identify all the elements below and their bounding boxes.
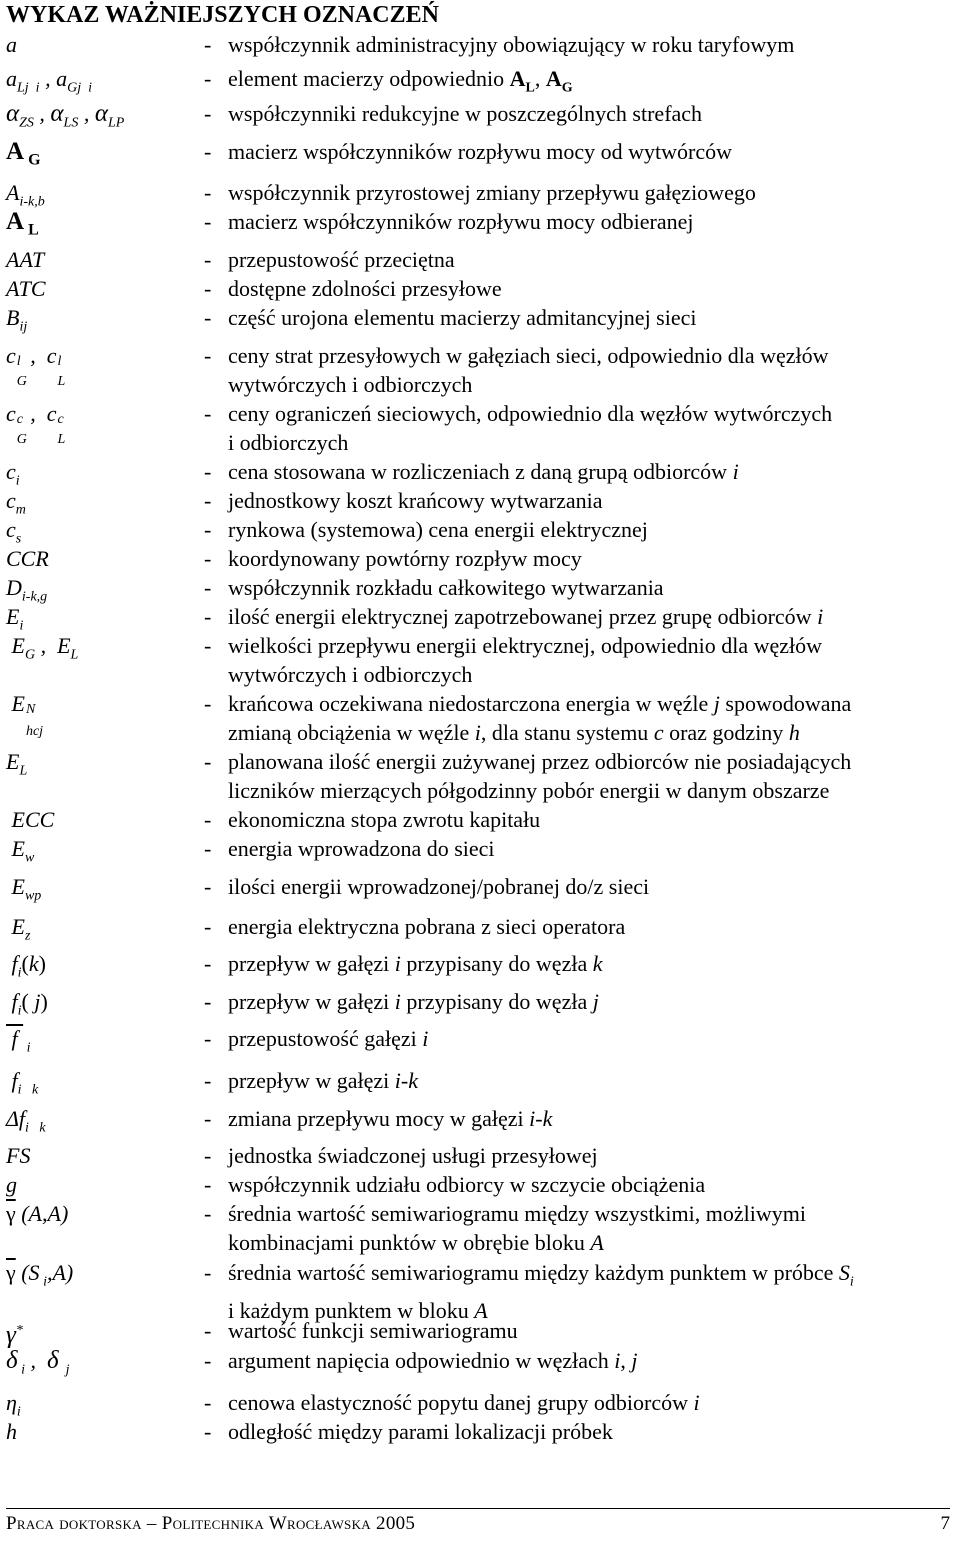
- description-line: przepustowość gałęzi i: [228, 1026, 429, 1051]
- description-line: rynkowa (systemowa) cena energii elektrycznej: [228, 517, 648, 542]
- footer-thesis-title: Praca doktorska – Politechnika Wrocławska 2005: [6, 1513, 416, 1534]
- entry-dash: -: [204, 807, 212, 832]
- description-line: przepływ w gałęzi i-k: [228, 1068, 418, 1093]
- description-line: odległość między parami lokalizacji próbek: [228, 1419, 613, 1444]
- description-line: przepływ w gałęzi i przypisany do węzła j: [228, 989, 599, 1014]
- entry-dash: -: [204, 1106, 212, 1131]
- symbol: $a_{Lj i}$ , $a_{Gj i}$: [6, 66, 92, 96]
- symbol-description: [228, 399, 954, 457]
- symbol: h: [6, 1419, 17, 1444]
- symbol: ATC: [6, 276, 46, 301]
- description-line: przepływ w gałęzi i przypisany do węzła k: [228, 951, 603, 976]
- symbol: $\overline{\gamma}$ (S $_i$,A): [6, 1260, 74, 1290]
- description-line: ekonomiczna stopa zwrotu kapitału: [228, 807, 541, 832]
- symbol-description: [228, 303, 954, 332]
- description-line: planowana ilość energii zużywanej przez odbiorców nie posiadających: [228, 749, 852, 774]
- symbol-description: [228, 1199, 954, 1257]
- entry-dash: -: [204, 1318, 212, 1343]
- description-line: wielkości przepływu energii elektrycznej, odpowiednio dla węzłów: [228, 633, 823, 658]
- symbol: f $_i$: [6, 1026, 31, 1056]
- description-line: koordynowany powtórny rozpływ mocy: [228, 546, 582, 571]
- description-line: ilość energii elektrycznej zapotrzebowanej przez grupę odbiorców i: [228, 604, 824, 629]
- description-line: ilości energii wprowadzonej/pobranej do/z sieci: [228, 874, 650, 899]
- symbol: c l G , c l L: [6, 343, 66, 389]
- symbol-description: [228, 573, 954, 602]
- symbol-description: [228, 1104, 954, 1133]
- symbol-description: [228, 949, 954, 978]
- symbol-description: [228, 631, 954, 689]
- entry-dash: -: [204, 1172, 212, 1197]
- symbol-description: [228, 178, 954, 207]
- symbol: a: [6, 32, 17, 57]
- description-line: przepustowość przeciętna: [228, 247, 455, 272]
- symbol: g: [6, 1172, 17, 1197]
- entry-dash: -: [204, 32, 212, 57]
- entry-dash: -: [204, 488, 212, 513]
- symbol-description: [228, 515, 954, 544]
- symbol-description: [228, 30, 954, 59]
- description-line: cena stosowana w rozliczeniach z daną grupą odbiorców i: [228, 459, 739, 484]
- symbol: $f_{i k}$: [6, 1068, 39, 1098]
- symbol: AAT: [6, 247, 45, 272]
- description-line: jednostkowy koszt krańcowy wytwarzania: [228, 488, 603, 513]
- entry-dash: -: [204, 604, 212, 629]
- entry-dash: -: [204, 989, 212, 1014]
- symbol-description: [228, 1170, 954, 1199]
- entry-dash: -: [204, 874, 212, 899]
- description-line: krańcowa oczekiwana niedostarczona energia w węźle j spowodowana: [228, 691, 852, 716]
- entry-dash: -: [204, 1390, 212, 1415]
- description-line: jednostka świadczonej usługi przesyłowej: [228, 1143, 598, 1168]
- symbol: γ*: [6, 1321, 23, 1349]
- entry-dash: -: [204, 546, 212, 571]
- description-line: średnia wartość semiwariogramu między każdym punktem w próbce $S_i$: [228, 1260, 854, 1290]
- entry-dash: -: [204, 66, 212, 91]
- entry-dash: -: [204, 517, 212, 542]
- symbol: $\Delta f_{i k}$: [6, 1106, 46, 1136]
- symbol-description: [228, 747, 954, 805]
- symbol-description: [228, 486, 954, 515]
- symbol: $D_{i-k,g}$: [6, 575, 48, 605]
- description-line: energia elektryczna pobrana z sieci operatora: [228, 914, 626, 939]
- description-line: dostępne zdolności przesyłowe: [228, 276, 502, 301]
- entry-dash: -: [204, 1068, 212, 1093]
- description-line: kombinacjami punktów w obrębie bloku A: [228, 1230, 604, 1255]
- entry-dash: -: [204, 1201, 212, 1226]
- symbol: $c_i$: [6, 459, 20, 489]
- symbol-description: [228, 872, 954, 901]
- entry-dash: -: [204, 101, 212, 126]
- symbol: $E_G$ , $E_L$: [6, 633, 79, 663]
- symbol: ECC: [6, 807, 55, 832]
- symbol: $c_m$: [6, 488, 26, 518]
- entry-dash: -: [204, 401, 212, 426]
- description-line: wytwórczych i odbiorczych: [228, 662, 473, 687]
- symbol: E N hcj: [6, 691, 44, 739]
- entry-dash: -: [204, 459, 212, 484]
- symbol: CCR: [6, 546, 49, 571]
- symbol: $E_w$: [6, 836, 35, 866]
- symbol-description: [228, 245, 954, 274]
- entry-dash: -: [204, 209, 212, 234]
- entry-dash: -: [204, 247, 212, 272]
- symbol: δ $_i$ , δ $_j$: [6, 1347, 70, 1378]
- symbol-description: [228, 64, 954, 102]
- symbol-description: [228, 544, 954, 573]
- description-line: współczynnik administracyjny obowiązujący w roku taryfowym: [228, 32, 795, 57]
- symbol-description: [228, 1024, 954, 1053]
- symbol-description: [228, 137, 954, 166]
- entry-dash: -: [204, 749, 212, 774]
- page-number: 7: [940, 1513, 950, 1534]
- entry-dash: -: [204, 575, 212, 600]
- entry-dash: -: [204, 1143, 212, 1168]
- symbol-description: [228, 987, 954, 1016]
- symbol-description: [228, 1316, 954, 1345]
- entry-dash: -: [204, 914, 212, 939]
- description-line: współczynnik udziału odbiorcy w szczycie obciążenia: [228, 1172, 706, 1197]
- page-title: WYKAZ WAŻNIEJSZYCH OZNACZEŃ: [6, 2, 439, 28]
- description-line: liczników mierzących półgodzinny pobór energii w danym obszarze: [228, 778, 830, 803]
- description-line: element macierzy odpowiednio $A_L$, $A_G$: [228, 66, 573, 96]
- symbol: $f_i(k)$: [6, 951, 46, 981]
- symbol: FS: [6, 1143, 31, 1168]
- description-line: cenowa elastyczność popytu danej grupy odbiorców i: [228, 1390, 700, 1415]
- symbol: $c_s$: [6, 517, 22, 547]
- symbol-description: [228, 207, 954, 236]
- entry-dash: -: [204, 343, 212, 368]
- page-footer: [6, 1508, 950, 1539]
- symbol: $E_L$: [6, 749, 28, 779]
- description-line: współczynniki redukcyjne w poszczególnych strefach: [228, 101, 703, 126]
- symbol-description: [228, 1066, 954, 1095]
- entry-dash: -: [204, 139, 212, 164]
- description-line: współczynnik przyrostowej zmiany przepływu gałęziowego: [228, 180, 756, 205]
- symbol: A $_G$: [6, 138, 41, 169]
- symbol-description: [228, 1141, 954, 1170]
- entry-dash: -: [204, 836, 212, 861]
- symbol-description: [228, 457, 954, 486]
- description-line: macierz współczynników rozpływu mocy od wytwórców: [228, 139, 733, 164]
- description-line: ceny ograniczeń sieciowych, odpowiednio dla węzłów wytwórczych: [228, 401, 833, 426]
- symbol-description: [228, 1388, 954, 1417]
- description-line: wartość funkcji semiwariogramu: [228, 1318, 518, 1343]
- description-line: część urojona elementu macierzy admitancyjnej sieci: [228, 305, 697, 330]
- entry-dash: -: [204, 1419, 212, 1444]
- symbol: $\overline{\gamma}$ (A,A): [6, 1201, 69, 1226]
- description-line: zmiana przepływu mocy w gałęzi i-k: [228, 1106, 553, 1131]
- entry-dash: -: [204, 180, 212, 205]
- description-line: i odbiorczych: [228, 430, 349, 455]
- symbol-description: [228, 99, 954, 128]
- symbol: $E_z$: [6, 914, 31, 944]
- entry-dash: -: [204, 951, 212, 976]
- symbol-description: [228, 341, 954, 399]
- entry-dash: -: [204, 691, 212, 716]
- symbol: $E_{wp}$: [6, 874, 42, 904]
- symbol-description: [228, 602, 954, 631]
- entry-dash: -: [204, 1026, 212, 1051]
- description-line: i każdym punktem w bloku A: [228, 1298, 488, 1324]
- entry-dash: -: [204, 633, 212, 658]
- symbol-description: [228, 689, 954, 747]
- description-line: macierz współczynników rozpływu mocy odbieranej: [228, 209, 694, 234]
- description-line: ceny strat przesyłowych w gałęziach sieci, odpowiednio dla węzłów: [228, 343, 829, 368]
- entry-dash: -: [204, 1348, 212, 1373]
- symbol-description: [228, 805, 954, 834]
- symbol: $\eta_i$: [6, 1390, 21, 1420]
- symbol-description: [228, 912, 954, 941]
- entry-dash: -: [204, 276, 212, 301]
- description-line: energia wprowadzona do sieci: [228, 836, 495, 861]
- description-line: argument napięcia odpowiednio w węzłach i, j: [228, 1348, 638, 1373]
- entry-dash: -: [204, 1260, 212, 1285]
- symbol-description: [228, 834, 954, 863]
- description-line: współczynnik rozkładu całkowitego wytwarzania: [228, 575, 664, 600]
- symbol-description: [228, 274, 954, 303]
- symbol-description: [228, 1417, 954, 1446]
- symbol: $B_{ij}$: [6, 305, 28, 335]
- description-line: zmianą obciążenia w węźle i, dla stanu systemu c oraz godziny h: [228, 720, 800, 745]
- symbol: $f_i$( j): [6, 989, 48, 1019]
- description-line: wytwórczych i odbiorczych: [228, 372, 473, 397]
- entry-dash: -: [204, 305, 212, 330]
- symbol-description: [228, 1346, 954, 1375]
- symbol: c c G , c c L: [6, 401, 66, 447]
- symbol: A $_L$: [6, 208, 39, 239]
- symbol: $A_{i-k,b}$: [6, 180, 45, 210]
- symbol: $\alpha_{ZS}$ , $\alpha_{LS}$ , $\alpha_{LP}$: [6, 100, 125, 131]
- description-line: średnia wartość semiwariogramu między wszystkimi, możliwymi: [228, 1201, 806, 1226]
- symbol: $E_i$: [6, 604, 24, 634]
